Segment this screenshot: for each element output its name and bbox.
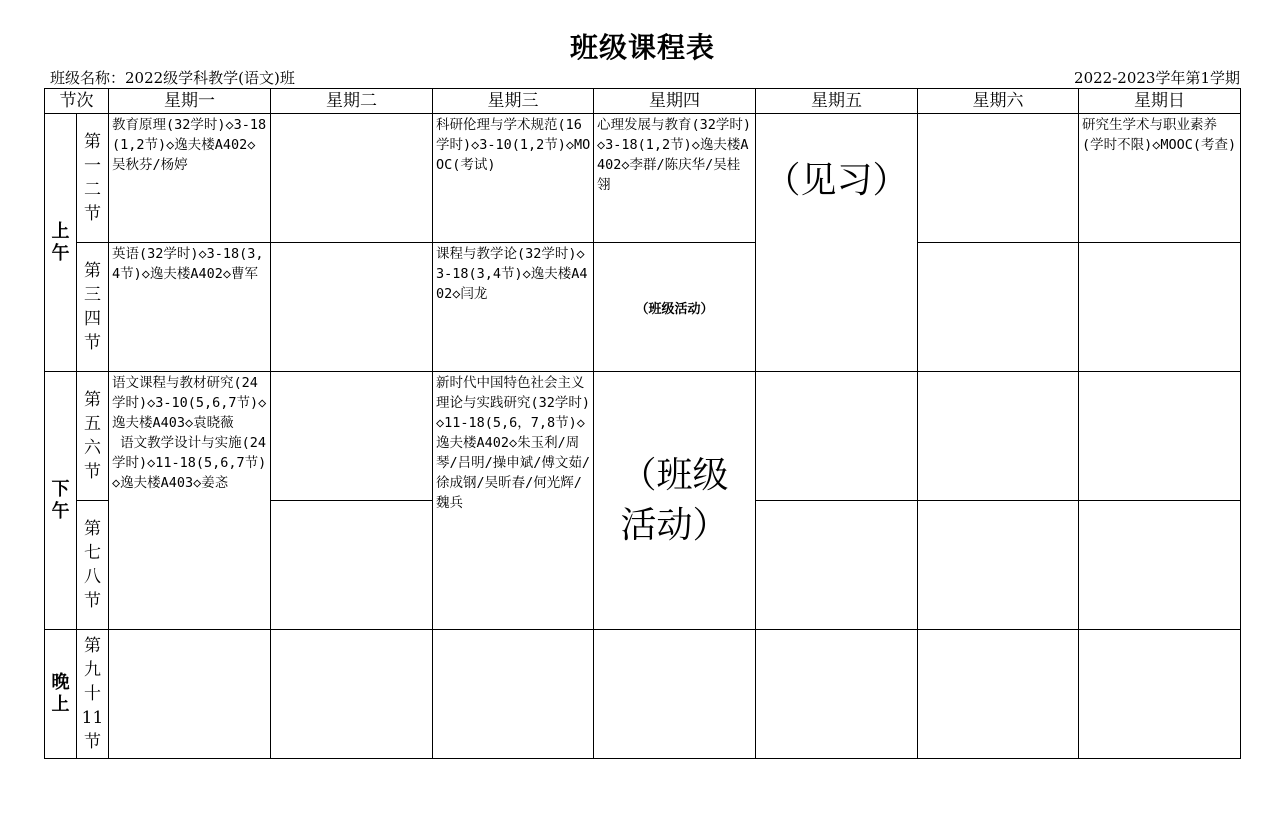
page-title: 班级课程表 [569,31,715,64]
cell-sat-p12 [918,114,1079,243]
mon-p5678-course-a: 语文课程与教材研究(24学时)◇3-10(5,6,7节)◇逸夫楼A403◇袁晓薇 [112,375,267,431]
period-9-11-ch2: 九 [84,660,101,680]
cell-sun-p911 [1079,630,1241,759]
period-5-6-label: 第五六节 [84,390,101,482]
period-5-6 [77,372,109,501]
cell-sun-p78 [1079,501,1241,630]
period-7-8 [77,501,109,630]
cell-tue-p911 [271,630,433,759]
cell-wed-p12: 科研伦理与学术规范(16学时)◇3-10(1,2节)◇MOOC(考试) [433,114,594,243]
row-period-9-11 [45,630,1241,759]
period-3-4-label: 第三四节 [84,261,101,353]
period-3-4 [77,243,109,372]
cell-wed-p34: 课程与教学论(32学时)◇3-18(3,4节)◇逸夫楼A402◇闫龙 [433,243,594,372]
cell-mon-p5678 [109,372,271,630]
cell-sat-p34 [918,243,1079,372]
header-day-tue: 星期二 [271,89,433,114]
session-afternoon [45,372,77,630]
cell-tue-p34 [271,243,433,372]
term-label: 2022-2023学年第1学期 [1074,69,1240,87]
cell-thu-p12: 心理发展与教育(32学时)◇3-18(1,2节)◇逸夫楼A402◇李群/陈庆华/吴桂翎 [594,114,756,243]
cell-tue-p56 [271,372,433,501]
row-period-1-2 [45,114,1241,243]
cell-wed-p911 [433,630,594,759]
header-day-mon: 星期一 [109,89,271,114]
header-day-thu: 星期四 [594,89,756,114]
cell-fri-p911 [756,630,918,759]
cell-thu-p911 [594,630,756,759]
cell-sat-p56 [918,372,1079,501]
class-name: 班级名称：2022级学科教学(语文)班 [50,69,295,87]
cell-thu-p34: （班级活动） [594,243,756,372]
cell-wed-p5678: 新时代中国特色社会主义理论与实践研究(32学时)◇11-18(5,6，7,8节)◇逸夫楼A402◇朱玉利/周琴/吕明/操申斌/傅文茹/徐成钢/吴昕春/何光辉/魏兵 [433,372,594,630]
header-row [45,89,1241,114]
cell-fri-p1234 [756,114,918,372]
cell-mon-p911 [109,630,271,759]
row-period-5-6 [45,372,1241,501]
header-day-wed: 星期三 [433,89,594,114]
row-period-3-4 [45,243,1241,372]
session-morning-label: 上午 [51,220,70,264]
period-1-2-label: 第一二节 [84,132,101,224]
cell-mon-p12: 教育原理(32学时)◇3-18(1,2节)◇逸夫楼A402◇吴秋芬/杨婷 [109,114,271,243]
session-evening-label: 晚上 [51,672,70,715]
period-1-2 [77,114,109,243]
mon-p5678-course-b: 语文教学设计与实施(24学时)◇11-18(5,6,7节)◇逸夫楼A403◇姜忞 [112,435,267,491]
session-morning [45,114,77,372]
header-day-sun: 星期日 [1079,89,1241,114]
cell-sun-p34 [1079,243,1241,372]
cell-tue-p78 [271,501,433,630]
cell-fri-p56 [756,372,918,501]
cell-tue-p12 [271,114,433,243]
timetable [44,88,1241,759]
cell-sat-p78 [918,501,1079,630]
fri-jianxi-label: （见习） [764,160,909,201]
period-7-8-label: 第七八节 [84,519,101,611]
period-9-11-ch3: 十 [84,684,101,704]
period-9-11-ch5: 节 [84,732,101,752]
cell-sat-p911 [918,630,1079,759]
cell-sun-p12: 研究生学术与职业素养(学时不限)◇MOOC(考查) [1079,114,1241,243]
header-day-sat: 星期六 [918,89,1079,114]
header-slot: 节次 [45,89,109,114]
period-9-11 [77,630,109,759]
cell-sun-p56 [1079,372,1241,501]
cell-fri-p78 [756,501,918,630]
header-day-fri: 星期五 [756,89,918,114]
period-9-11-ch1: 第 [84,636,101,656]
period-9-11-ch4: 11 [81,708,104,728]
session-evening [45,630,77,759]
thu-activity-label: （班级活动） [620,454,729,546]
session-afternoon-label: 下午 [51,478,70,522]
cell-mon-p34: 英语(32学时)◇3-18(3,4节)◇逸夫楼A402◇曹军 [109,243,271,372]
cell-thu-p5678 [594,372,756,630]
